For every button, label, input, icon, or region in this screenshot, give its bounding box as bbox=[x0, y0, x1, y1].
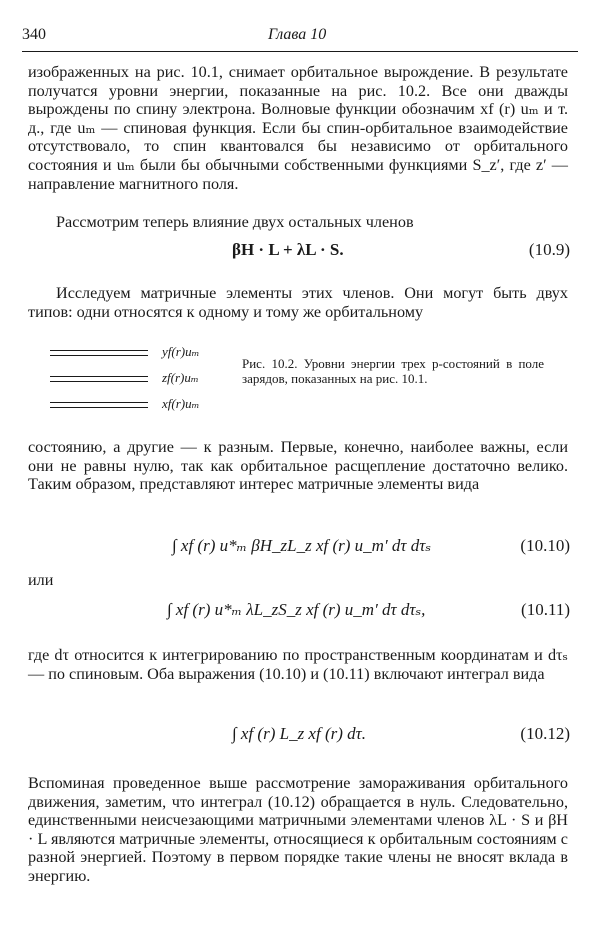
level-label: yf(r)uₘ bbox=[162, 344, 200, 359]
equation-10-10 bbox=[0, 536, 600, 560]
equation-expression: ∫ xf (r) u*ₘ βH_zL_z xf (r) u_m′ dτ dτₛ bbox=[172, 536, 432, 555]
equation-number: (10.9) bbox=[528, 240, 570, 259]
equation-10-11 bbox=[0, 600, 600, 624]
connector-word: или bbox=[28, 571, 54, 589]
level-label: xf(r)uₘ bbox=[162, 396, 200, 411]
equation-10-9 bbox=[0, 240, 600, 264]
paragraph-4: состоянию, а другие — к разным. Первые, конечно, наиболее важны, если они не равны нулю, так как орбитальное расщепление достаточно велико. Таким образом, представляют интерес матричные элементы вида bbox=[28, 438, 568, 494]
level-label: zf(r)uₘ bbox=[162, 370, 199, 385]
paragraph-3: Исследуем матричные элементы этих членов. Они могут быть двух типов: одни относятся к одному и тому же орбитальному bbox=[28, 284, 568, 321]
paragraph-6: Вспоминая проведенное выше рассмотрение замораживания орбитального движения, заметим, что интеграл (10.12) обращается в нуль. Следовательно, единственными неисчезающими матричными элементами членов λL · S и βH · L являются матричные элементы, относящиеся к орбитальным состояниям с разной энергией. Поэтому в первом порядке такие члены не вносят вклада в энергию. bbox=[28, 774, 568, 885]
equation-number: (10.11) bbox=[521, 600, 570, 619]
running-head: Глава 10 bbox=[268, 26, 327, 43]
level-line bbox=[50, 350, 148, 356]
paragraph-1: изображенных на рис. 10.1, снимает орбитальное вырождение. В результате получатся уровни энергии, показанные на рис. 10.2. Все они дважды вырождены по спину электрона. Волновые функции обозначим xf (r) uₘ и т. д., где uₘ — спиновая функция. Если бы спин-орбитальное взаимодействие отсутствовало, то спин квантовался бы независимо от орбитального состояния и uₘ были бы обычными собственными функциями S_z′, где z′ — направление магнитного поля. bbox=[28, 63, 568, 193]
energy-level bbox=[50, 396, 240, 416]
paragraph-5: где dτ относится к интегрированию по пространственным координатам и dτₛ — по спиновым. Оба выражения (10.10) и (10.11) включают интеграл вида bbox=[28, 646, 568, 683]
level-line bbox=[50, 376, 148, 382]
energy-level bbox=[50, 370, 240, 390]
energy-level bbox=[50, 344, 240, 364]
header-rule bbox=[22, 51, 578, 52]
equation-expression: ∫ xf (r) u*ₘ λL_zS_z xf (r) u_m′ dτ dτₛ, bbox=[167, 600, 426, 619]
page-number: 340 bbox=[22, 26, 46, 43]
level-line bbox=[50, 402, 148, 408]
equation-expression: βH · L + λL · S. bbox=[232, 240, 344, 259]
paragraph-2: Рассмотрим теперь влияние двух остальных членов bbox=[56, 213, 414, 231]
equation-number: (10.12) bbox=[520, 724, 570, 743]
energy-level-diagram bbox=[50, 344, 240, 416]
figure-caption: Рис. 10.2. Уровни энергии трех p-состояний в поле зарядов, показанных на рис. 10.1. bbox=[242, 356, 544, 386]
equation-10-12 bbox=[0, 724, 600, 748]
equation-number: (10.10) bbox=[520, 536, 570, 555]
equation-expression: ∫ xf (r) L_z xf (r) dτ. bbox=[232, 724, 366, 743]
